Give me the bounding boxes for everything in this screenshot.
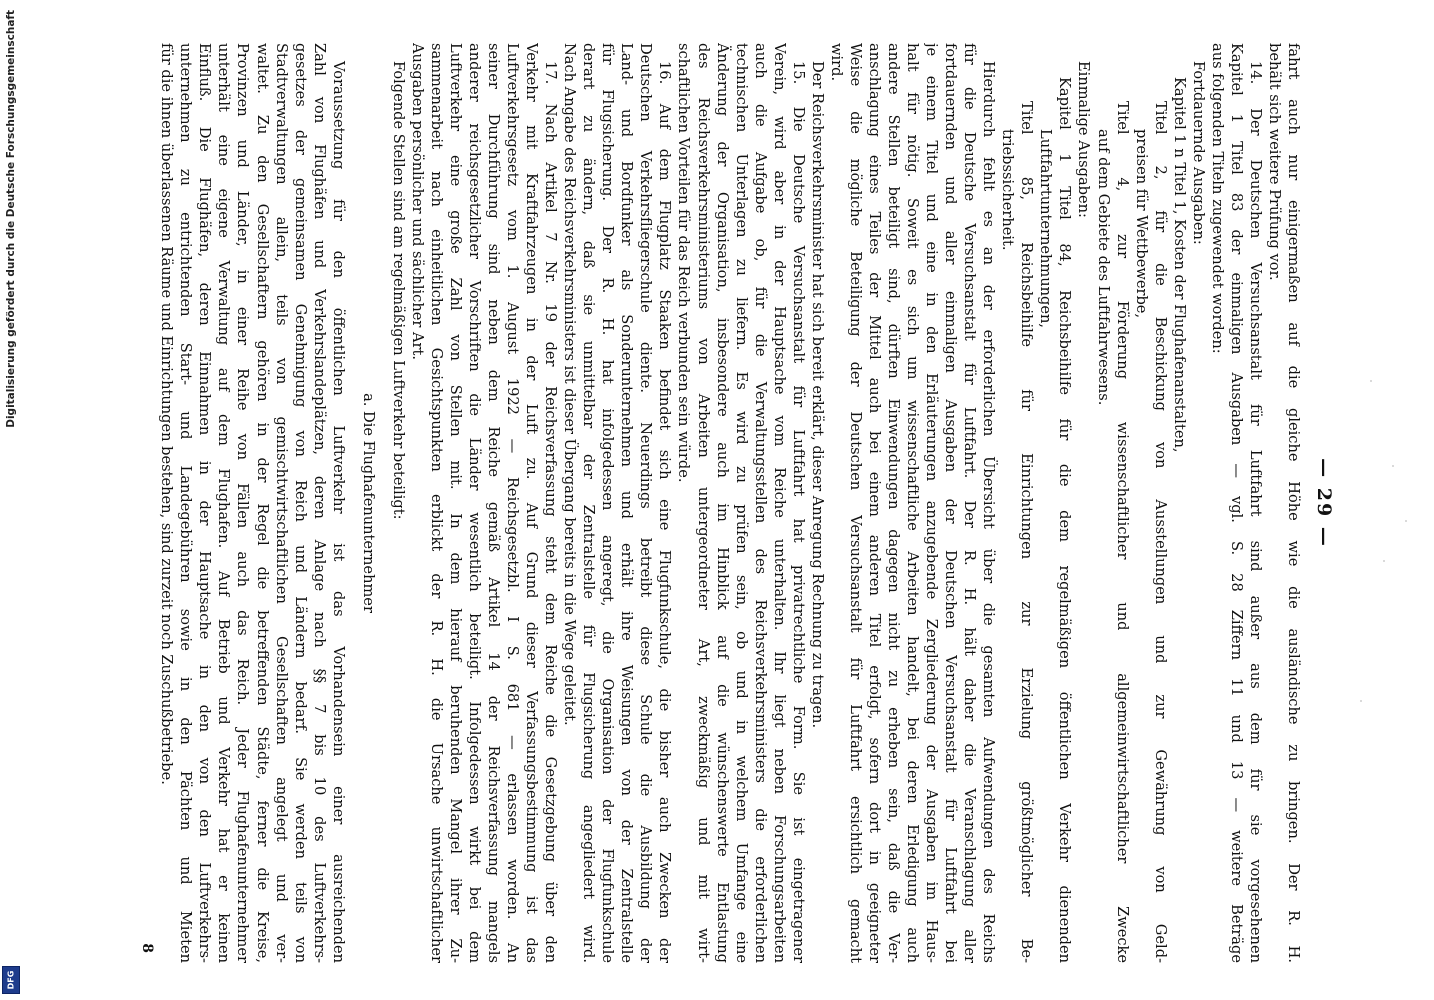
scan-speck bbox=[1405, 520, 1407, 522]
paragraph-gap bbox=[348, 43, 359, 963]
text-line: unternehmen zu entrichtenden Start- und Landegebühren sowie in den Pächten und Mieten bbox=[177, 42, 195, 963]
dfg-logo bbox=[2, 966, 20, 994]
text-line: je einem Titel und eine in den Erläuterungen anzugebende Zergliederung der Ausgaben im Haus- bbox=[923, 42, 941, 963]
text-line: des Reichsverkehrsministeriums von Arbeiten untergeordneter Art, zweckmäßig und mit wirt- bbox=[694, 42, 712, 963]
text-line: Zahl von Flughäfen und Verkehrslandeplätzen, deren Anlage nach §§ 7 bis 10 des Luftverkehrs- bbox=[310, 42, 328, 963]
text-line: wird. bbox=[827, 42, 845, 81]
text-line: Weise die mögliche Beteiligung der Deutschen Versuchsanstalt für Luftfahrt ersichtlich gemacht bbox=[846, 42, 864, 963]
text-line: Kapitel 1 Titel 84, Reichsbeihilfe für die dem regelmäßigen öffentlichen Verkehr dienenden bbox=[1056, 76, 1074, 963]
text-line: preisen für Wettbewerbe, bbox=[1132, 128, 1150, 318]
text-line: Stadtverwaltungen allein, teils von gemischtwirtschaftlichen Gesellschaften angelegt und ver- bbox=[272, 42, 290, 963]
text-line: Titel 2, für die Beschickung von Ausstellungen und zur Gewährung von Geld- bbox=[1151, 100, 1169, 963]
text-line: derart zu ändern, daß sie unmittelbar der Zentralstelle für Flugsicherung angegliedert wird. bbox=[580, 42, 598, 963]
text-line: Voraussetzung für den öffentlichen Luftverkehr ist das Vorhandensein einer ausreichenden bbox=[329, 60, 347, 963]
text-line: sammenarbeit nach einheitlichen Gesichtspunkten erblickt der R. H. die Ursache unwirtschaftlicher bbox=[427, 42, 445, 963]
text-line: Titel 85, Reichsbeihilfe für Einrichtungen zur Erzielung größtmöglicher Be- bbox=[1018, 100, 1036, 963]
text-line: gesetzes der gemeinsamen Genehmigung von Reich und Ländern bedarf. Sie werden teils von bbox=[291, 42, 309, 963]
text-column bbox=[135, 43, 1345, 963]
text-line: Hierdurch fehlt es an der erforderlichen Übersicht über die gesamten Aufwendungen des Reichs bbox=[980, 60, 998, 963]
scan-speck bbox=[1360, 700, 1362, 702]
text-line: 17. Nach Artikel 7 Nr. 19 der Reichsverfassung steht dem Reiche die Gesetzgebung über den bbox=[542, 60, 560, 963]
section-heading: a. Die Flughafenunternehmer bbox=[359, 392, 377, 613]
text-line: für die ihnen überlassenen Räume und Einrichtungen bestehen, sind zurzeit noch Zuschußbetriebe. bbox=[158, 42, 176, 785]
text-line: Land- und Bordfunker als Sonderunternehmen und erhält ihre Weisungen von der Zentralstelle bbox=[618, 42, 636, 963]
text-line: aus folgenden Titeln zugewendet worden: bbox=[1208, 42, 1226, 354]
text-line: 14. Der Deutschen Versuchsanstalt für Luftfahrt sind außer aus dem für sie vorgesehenen bbox=[1246, 60, 1264, 963]
text-line: halt für nötig. Soweit es sich um wissenschaftliche Arbeiten handelt, bei deren Erledigung auch bbox=[904, 42, 922, 963]
text-line: fortdauernden und aller einmaligen Ausgaben der Deutschen Versuchsanstalt für Luftfahrt bei bbox=[942, 42, 960, 963]
scan-speck bbox=[1370, 380, 1372, 382]
text-line: fahrt auch nur einigermaßen auf die gleiche Höhe wie die ausländische zu bringen. Der R. H. bbox=[1285, 42, 1302, 963]
text-line: 15. Die Deutsche Versuchsanstalt für Luftfahrt hat privatrechtliche Form. Sie ist eingetragener bbox=[789, 60, 807, 963]
text-line: Titel 4, zur Förderung wissenschaftlicher und allgemeinwirtschaftlicher Zwecke bbox=[1113, 100, 1131, 963]
digitization-credit bbox=[0, 0, 22, 1000]
text-line: Ausgaben persönlicher und sächlicher Art. bbox=[408, 42, 426, 360]
text-line: Einfluß. Die Flughäfen, deren Einnahmen in der Hauptsache in den von den Luftverkehrs- bbox=[196, 42, 214, 963]
text-line: technischen Unterlagen zu liefern. Es wird zu prüfen sein, ob und in welchem Umfange eine bbox=[732, 42, 750, 963]
document-page bbox=[125, 40, 1355, 965]
text-line: schaftlichen Vorteilen für das Reich verbunden sein würde. bbox=[675, 42, 693, 483]
text-line: Verein, wird aber in der Hauptsache vom Reiche unterhalten. Ihr liegt neben Forschungsarbeiten bbox=[770, 42, 788, 963]
text-line: anderer reichsgesetzlicher Vorschriften die Länder wesentlich beteiligt. Infolgedessen wirkt bei dem bbox=[465, 42, 483, 963]
text-line: Deutschen Verkehrsfliegerschule diente. Neuerdings betreibt diese Schule die Ausbildung der bbox=[637, 42, 655, 963]
text-line: Änderung der Organisation, insbesondere auch im Hinblick auf die wünschenswerte Entlastung bbox=[713, 42, 731, 963]
text-line: seiner Durchführung sind neben dem Reiche gemäß Artikel 14 der Reichsverfassung mangels bbox=[485, 42, 503, 963]
text-line: Luftverkehrsgesetz vom 1. August 1922 — Reichsgesetzbl. I S. 681 — erlassen worden. An bbox=[504, 42, 522, 963]
text-line: Fortdauernde Ausgaben: bbox=[1189, 60, 1207, 245]
text-line: waltet. Zu den Gesellschaftern gehören in der Regel die betreffenden Städte, ferner die Kreise, bbox=[253, 42, 271, 963]
text-line: Luftfahrtunternehmungen, bbox=[1037, 128, 1055, 328]
text-line: auf dem Gebiete des Luftfahrwesens. bbox=[1094, 128, 1112, 405]
text-line: Kapitel 1 n Titel 1, Kosten der Flughafenanstalten, bbox=[1170, 76, 1188, 453]
sheet-number: 8 bbox=[139, 942, 156, 953]
text-line: für die Deutsche Versuchsanstalt für Luftfahrt. Der R. H. hält daher die Veranschlagung aller bbox=[961, 42, 979, 963]
text-line: auch die Aufgabe ob, für die Verwaltungsstellen des Reichsverkehrsministers die erforderlichen bbox=[751, 42, 769, 963]
text-line: für Flugsicherung. Der R. H. hat infolgedessen angeregt, die Organisation der Flugfunkschule bbox=[599, 42, 617, 963]
text-line: andere Stellen beteiligt sind, dürften Einwendungen dagegen nicht zu erheben sein, daß die Ver- bbox=[885, 42, 903, 963]
text-line: Provinzen und Länder, in einer Reihe von Fällen auch das Reich. Jeder Flughafenunternehmer bbox=[234, 42, 252, 963]
text-line: Luftverkehr eine große Zahl von Stellen mit. In dem hierauf beruhenden Mangel ihrer Zu- bbox=[446, 42, 464, 963]
scan-speck bbox=[1383, 560, 1385, 562]
scan-speck bbox=[1392, 465, 1394, 467]
text-line: Folgende Stellen sind am regelmäßigen Luftverkehr beteiligt: bbox=[389, 60, 407, 520]
text-line: Der Reichsverkehrsminister hat sich bereit erklärt, dieser Anregung Rechnung zu tragen. bbox=[808, 60, 826, 728]
text-line: triebssicherheit. bbox=[999, 128, 1017, 251]
paragraph-gap bbox=[378, 43, 389, 963]
text-line: anschlagung eines Teiles der Mittel auch bei einem anderen Titel erfolgt, sofern dort in geeigneter bbox=[865, 42, 883, 963]
text-line: Verkehr mit Kraftfahrzeugen in der Luft zu. Auf Grund dieser Verfassungsbestimmung ist das bbox=[523, 42, 541, 963]
body-text bbox=[157, 43, 1303, 963]
text-line: Kapitel 1 Titel 83 der einmaligen Ausgaben — vgl. S. 28 Ziffern 11 und 13 — weitere Beträge bbox=[1227, 42, 1245, 963]
credit-text: Digitalisierung gefördert durch die Deutsche Forschungsgemeinschaft bbox=[5, 10, 17, 428]
text-line: behält sich weitere Prüfung vor. bbox=[1265, 42, 1283, 281]
text-line: 16. Auf dem Flugplatz Staaken befindet sich eine Flugfunkschule, die bisher auch Zwecken der bbox=[656, 60, 674, 963]
page-number: — 29 — bbox=[1313, 457, 1335, 548]
dfg-logo-text: DFG bbox=[6, 970, 16, 990]
text-line: Nach Angabe des Reichsverkehrsministers ist dieser Übergang bereits in die Wege geleitet. bbox=[561, 42, 579, 726]
text-line: unterhält eine eigene Verwaltung auf dem Flughafen. Auf Betrieb und Verkehr hat er keinen bbox=[215, 42, 233, 963]
text-line: Einmalige Ausgaben: bbox=[1075, 60, 1093, 218]
